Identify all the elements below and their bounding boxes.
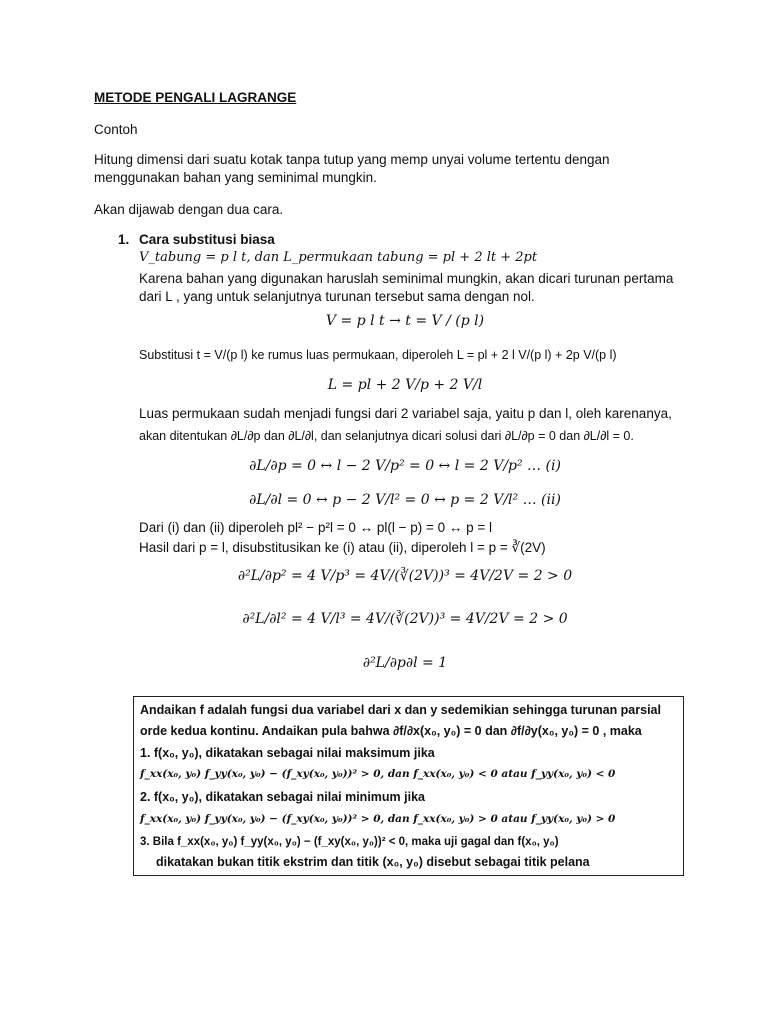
theorem-item-1: 1. f(x₀, y₀), dikatakan sebagai nilai maksimum jika bbox=[140, 746, 435, 760]
equation-mixed-derivative: ∂²L/∂p∂l = 1 bbox=[362, 655, 448, 671]
problem-line-2: menggunakan bahan yang seminimal mungkin. bbox=[94, 170, 377, 185]
result-line-1: Dari (i) dan (ii) diperoleh pl² − p²l = 0 ↔ pl(l − p) = 0 ↔ p = l bbox=[139, 520, 493, 535]
explanation-line-2: dari L , yang untuk selanjutnya turunan tersebut sama dengan nol. bbox=[139, 289, 535, 304]
problem-line-1: Hitung dimensi dari suatu kotak tanpa tutup yang memp unyai volume tertentu dengan bbox=[94, 152, 610, 167]
theorem-box bbox=[133, 696, 684, 876]
explanation-line-1: Karena bahan yang digunakan haruslah seminimal mungkin, akan dicari turunan pertama bbox=[139, 271, 674, 286]
document-title: METODE PENGALI LAGRANGE bbox=[94, 90, 297, 105]
method-heading: Cara substitusi biasa bbox=[139, 232, 275, 247]
equation-i: ∂L/∂p = 0 ↔ l − 2 V/p² = 0 ↔ l = 2 V/p² … (i) bbox=[249, 458, 561, 474]
theorem-condition-min: f_xx(x₀, y₀) f_yy(x₀, y₀) − (f_xy(x₀, y₀))² > 0, dan f_xx(x₀, y₀) > 0 atau f_yy(x₀, y₀) > 0 bbox=[140, 813, 616, 825]
theorem-line-2: orde kedua kontinu. Andaikan pula bahwa ∂f/∂x(x₀, y₀) = 0 dan ∂f/∂y(x₀, y₀) = 0 , maka bbox=[140, 724, 642, 738]
equation-second-derivative-l: ∂²L/∂l² = 4 V/l³ = 4V/(∛(2V))³ = 4V/2V = 2 > 0 bbox=[242, 611, 568, 627]
substitution-line: Substitusi t = V/(p l) ke rumus luas permukaan, diperoleh L = pl + 2 l V/(p l) + 2p V/(p l) bbox=[139, 348, 617, 362]
reasoning-line-2: akan ditentukan ∂L/∂p dan ∂L/∂l, dan selanjutnya dicari solusi dari ∂L/∂p = 0 dan ∂L/∂l = 0. bbox=[139, 429, 634, 443]
theorem-item-2: 2. f(x₀, y₀), dikatakan sebagai nilai minimum jika bbox=[140, 790, 425, 804]
intro-text: Akan dijawab dengan dua cara. bbox=[94, 202, 284, 217]
method-number: 1. bbox=[118, 232, 130, 247]
theorem-item-3: 3. Bila f_xx(x₀, y₀) f_yy(x₀, y₀) − (f_xy(x₀, y₀))² < 0, maka uji gagal dan f(x₀, y₀) bbox=[140, 836, 559, 848]
reasoning-line-1: Luas permukaan sudah menjadi fungsi dari 2 variabel saja, yaitu p dan l, oleh karenanya, bbox=[139, 406, 672, 421]
example-heading: Contoh bbox=[94, 122, 138, 137]
equation-volume: V = p l t → t = V / (p l) bbox=[325, 313, 485, 329]
result-line-2: Hasil dari p = l, disubstitusikan ke (i) atau (ii), diperoleh l = p = ∛(2V) bbox=[139, 540, 546, 555]
formula-volume-area: V_tabung = p l t, dan L_permukaan tabung = pl + 2 lt + 2pt bbox=[139, 250, 538, 265]
equation-ii: ∂L/∂l = 0 ↔ p − 2 V/l² = 0 ↔ p = 2 V/l² … (ii) bbox=[249, 492, 561, 508]
theorem-item-3-continued: dikatakan bukan titik ekstrim dan titik (x₀, y₀) disebut sebagai titik pelana bbox=[156, 855, 590, 869]
theorem-condition-max: f_xx(x₀, y₀) f_yy(x₀, y₀) − (f_xy(x₀, y₀))² > 0, dan f_xx(x₀, y₀) < 0 atau f_yy(x₀, y₀) < 0 bbox=[140, 768, 616, 780]
equation-area-L: L = pl + 2 V/p + 2 V/l bbox=[327, 377, 483, 393]
equation-second-derivative-p: ∂²L/∂p² = 4 V/p³ = 4V/(∛(2V))³ = 4V/2V = 2 > 0 bbox=[237, 568, 573, 584]
theorem-line-1: Andaikan f adalah fungsi dua variabel dari x dan y sedemikian sehingga turunan parsial bbox=[140, 703, 661, 717]
